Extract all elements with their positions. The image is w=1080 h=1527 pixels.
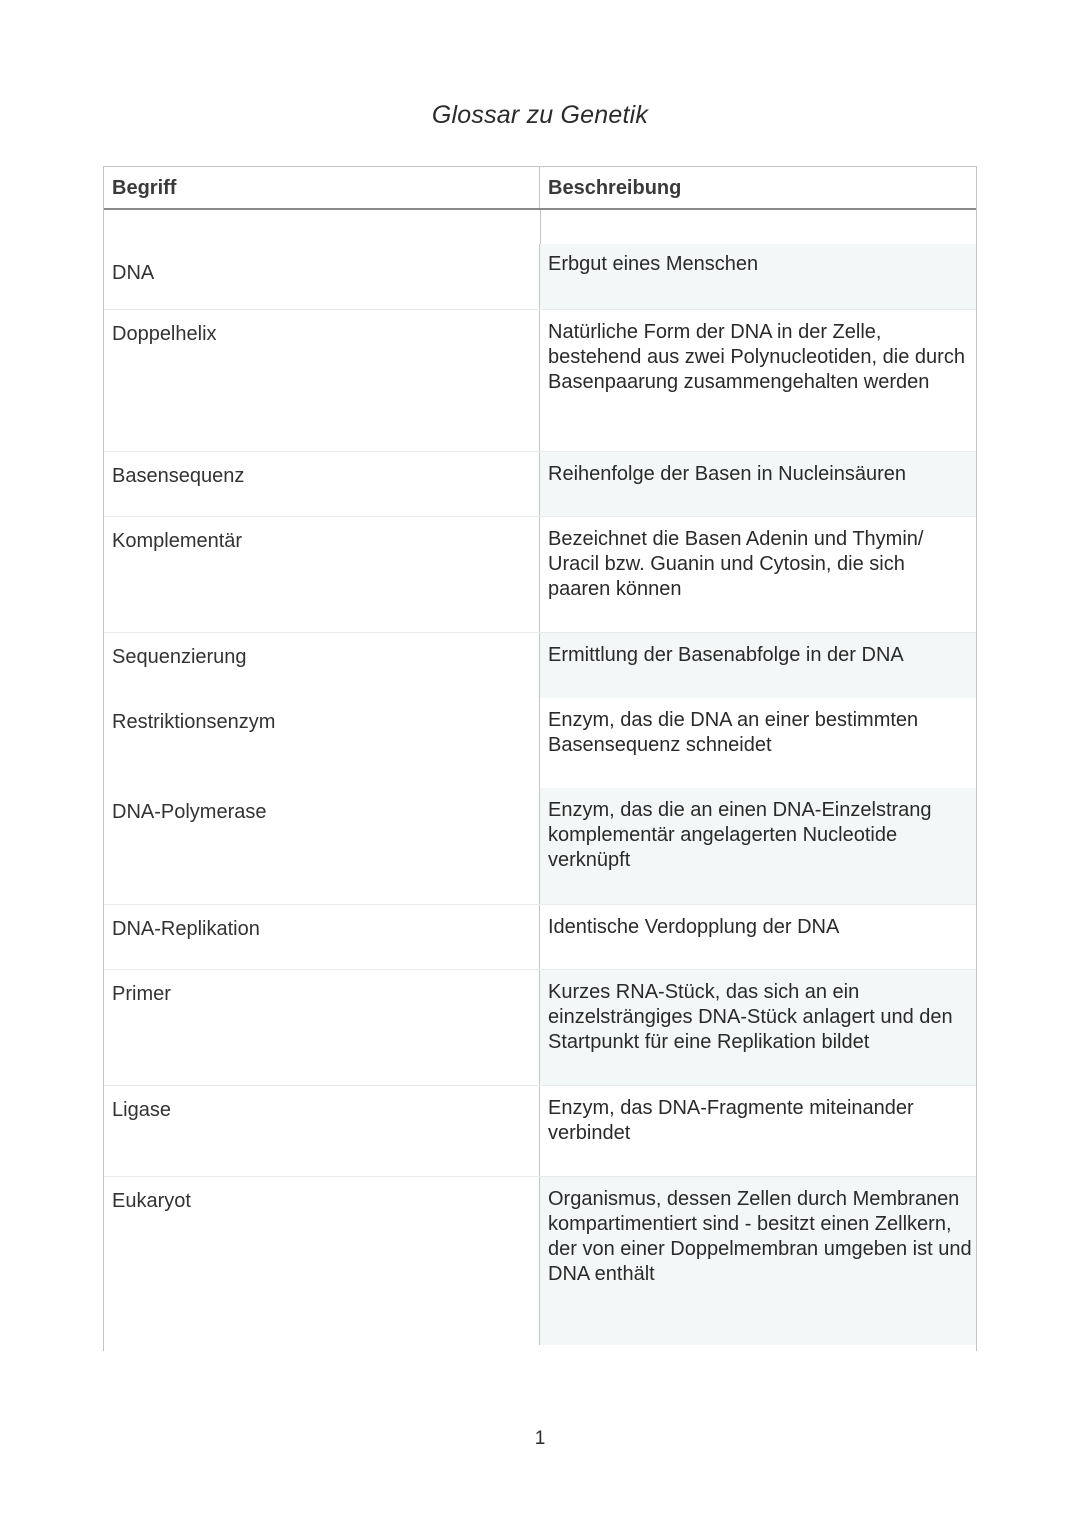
table-row — [104, 244, 976, 310]
table-row — [104, 788, 976, 905]
header-term: Begriff — [104, 167, 540, 208]
term-cell: DNA-Replikation — [104, 905, 540, 969]
page-number: 1 — [534, 1428, 546, 1449]
description-cell: Erbgut eines Menschen — [540, 244, 976, 309]
term-cell: DNA-Polymerase — [104, 788, 540, 904]
table-row — [104, 1177, 976, 1345]
table-row — [104, 310, 976, 452]
table-row — [104, 905, 976, 970]
term-cell: Doppelhelix — [104, 310, 540, 451]
term-cell: Sequenzierung — [104, 633, 540, 698]
description-cell: Identische Verdopplung der DNA — [548, 916, 840, 938]
description-cell: Kurzes RNA-Stück, das sich an ein einzelsträngiges DNA-Stück anlagert und den Startpunkt für eine Replikation bildet — [540, 970, 976, 1085]
table-row — [104, 698, 976, 788]
description-cell: Enzym, das die an einen DNA-Einzelstrang komplementär angelagerten Nucleotide verknüpft — [540, 788, 976, 904]
description-cell: Enzym, das die DNA an einer bestimmten Basensequenz schneidet — [548, 709, 919, 756]
term-cell: Ligase — [104, 1086, 540, 1176]
table-row — [104, 452, 976, 517]
table-header — [104, 167, 976, 210]
term-cell: Primer — [104, 970, 540, 1085]
table-row — [104, 517, 976, 633]
table-row — [104, 970, 976, 1086]
term-cell: Komplementär — [104, 517, 540, 632]
term-cell: Eukaryot — [104, 1177, 540, 1345]
description-cell: Ermittlung der Basenabfolge in der DNA — [540, 633, 976, 698]
table-row — [104, 633, 976, 698]
description-cell: Organismus, dessen Zellen durch Membranen kompartimentiert sind - besitzt einen Zellkern, der von einer Doppelmembran umgeben ist und DNA enthält — [540, 1177, 976, 1345]
description-cell: Reihenfolge der Basen in Nucleinsäuren — [540, 452, 976, 516]
page-title: Glossar zu Genetik — [431, 101, 649, 129]
glossary-table — [103, 166, 977, 1351]
term-cell: DNA — [104, 244, 540, 309]
description-cell: Bezeichnet die Basen Adenin und Thymin/ Uracil bzw. Guanin und Cytosin, die sich paaren können — [548, 528, 924, 600]
table-body — [104, 244, 976, 1345]
table-row — [104, 1086, 976, 1177]
header-description: Beschreibung — [548, 177, 682, 199]
description-cell: Enzym, das DNA-Fragmente miteinander verbindet — [548, 1097, 914, 1144]
description-cell: Natürliche Form der DNA in der Zelle, bestehend aus zwei Polynucleotiden, die durch Basenpaarung zusammengehalten werden — [548, 321, 965, 393]
term-cell: Basensequenz — [104, 452, 540, 516]
term-cell: Restriktionsenzym — [104, 698, 540, 788]
